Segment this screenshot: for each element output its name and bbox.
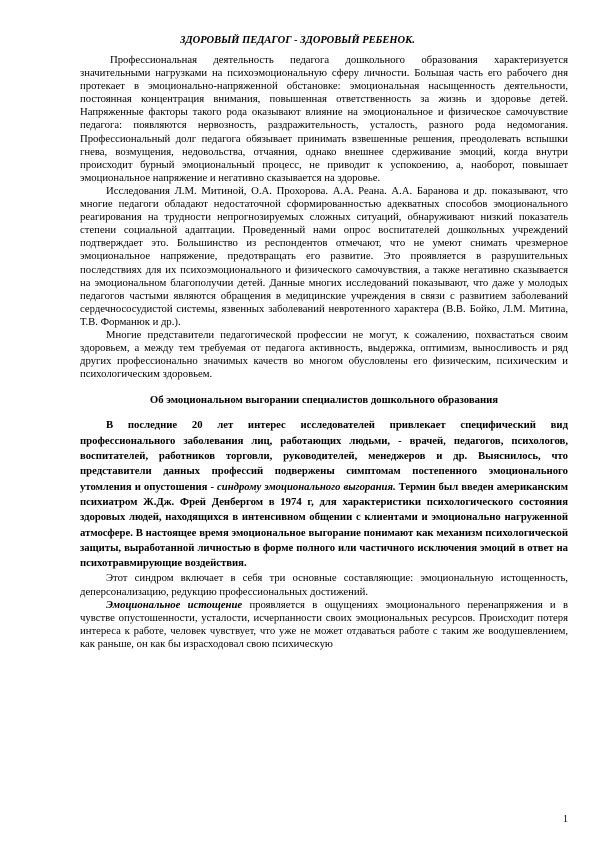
exhaustion-text: проявляется в ощущениях эмоционального перенапряжения и в чувстве опустошенности, усталости, исчерпанности своих эмоциональных ресурсов. Происходит потеря интереса к работе, человек чувствует, что уже не может отдаваться работе с таким же воодушевлением, как раньше, он как бы израсходовал свою психическую <box>80 598 568 650</box>
bold-paragraph-term: синдрому эмоционального выгорания. <box>217 480 396 493</box>
exhaustion-term: Эмоциональное истощение <box>106 598 243 611</box>
paragraph-exhaustion <box>80 599 568 651</box>
paragraph-3: Многие представители педагогической профессии не могут, к сожалению, похвастаться своим здоровьем, а между тем требуемая от педагога активность, выдержка, оптимизм, выносливость и ряд других профессионально значимых качеств во многом обусловлены его физическим, психическим и психологическим здоровьем. <box>80 328 568 381</box>
paragraph-components: Этот синдром включает в себя три основные составляющие: эмоциональную истощенность, деперсонализацию, редукцию профессиональных достижений. <box>80 572 568 598</box>
paragraph-2: Исследования Л.М. Митиной, О.А. Прохорова. А.А. Реана. А.А. Баранова и др. показывают, что многие педагоги обладают недостаточной сформированностью адекватных способов эмоционального реагирования на трудности непрогнозируемых сложных ситуаций, обнаруживают низкий показатель степени социальной адаптации. Проведенный нами опрос воспитателей дошкольных учреждений подтверждает это. Большинство из респондентов отмечают, что не умеют снимать чрезмерное эмоциональное напряжение, предотвращать его развитие. Это проявляется в разрушительных последствиях для их психоэмоционального и физического самочувствия, а также негативно сказывается на эмоциональном благополучии детей. Данные многих исследований показывают, что даже у молодых педагогов частыми являются обращения в медицинские учреждения в связи с развитием заболеваний сердечнососудистой системы, язвенных заболеваний невротенного характера (В.В. Бойко, Л.М. Митина, Т.В. Форманюк и др.). <box>80 184 568 328</box>
bold-paragraph <box>80 418 568 571</box>
paragraph-1: Профессиональная деятельность педагога дошкольного образования характеризуется значительными нагрузками на психоэмоциональную сферу личности. Большая часть его рабочего дня протекает в эмоционально-напряженной обстановке: эмоциональная насыщенность деятельности, постоянная концентрация внимания, повышенная ответственность за жизнь и здоровье детей. Напряженные факторы такого рода оказывают влияние на эмоциональное и физическое самочувствие педагога: появляются нервозность, раздражительность, усталость, разного рода недомогания. Профессиональный долг педагога обязывает принимать взвешенные решения, преодолевать вспышки гнева, возмущения, недовольства, отчаяния, однако внешнее сдерживание эмоций, когда внутри происходит бурный эмоциональный процесс, не приводит к успокоению, а, наоборот, повышает эмоциональное напряжение и негативно сказывается на здоровье. <box>80 54 568 184</box>
document-body <box>80 54 568 651</box>
bold-paragraph-text-1: В последние 20 лет интерес исследователей привлекает специфический вид профессионального заболевания лиц, работающих людьми, - врачей, педагогов, психологов, воспитателей, работников торговли, руководителей, менеджеров и др. Выяснилось, что представители данных профессий подвержены симптомам постепенного эмоционального утомления и опустошения - <box>80 419 568 493</box>
document-title: ЗДОРОВЫЙ ПЕДАГОГ - ЗДОРОВЫЙ РЕБЕНОК. <box>180 35 415 46</box>
section-heading: Об эмоциональном выгорании специалистов дошкольного образования <box>149 394 499 407</box>
page-number: 1 <box>563 814 568 825</box>
bold-paragraph-text-2: Термин был введен американским психиатром Ж.Дж. Фрей Денбергом в 1974 г, для характеристики психологического состояния здоровых людей, находящихся в интенсивном общении с клиентами и эмоционально нагруженной атмосфере. В настоящее время эмоциональное выгорание понимают как механизм психологической защиты, выработанной личностью в форме полного или частичного исключения эмоций в ответ на психотравмирующие воздействия. <box>80 480 568 570</box>
